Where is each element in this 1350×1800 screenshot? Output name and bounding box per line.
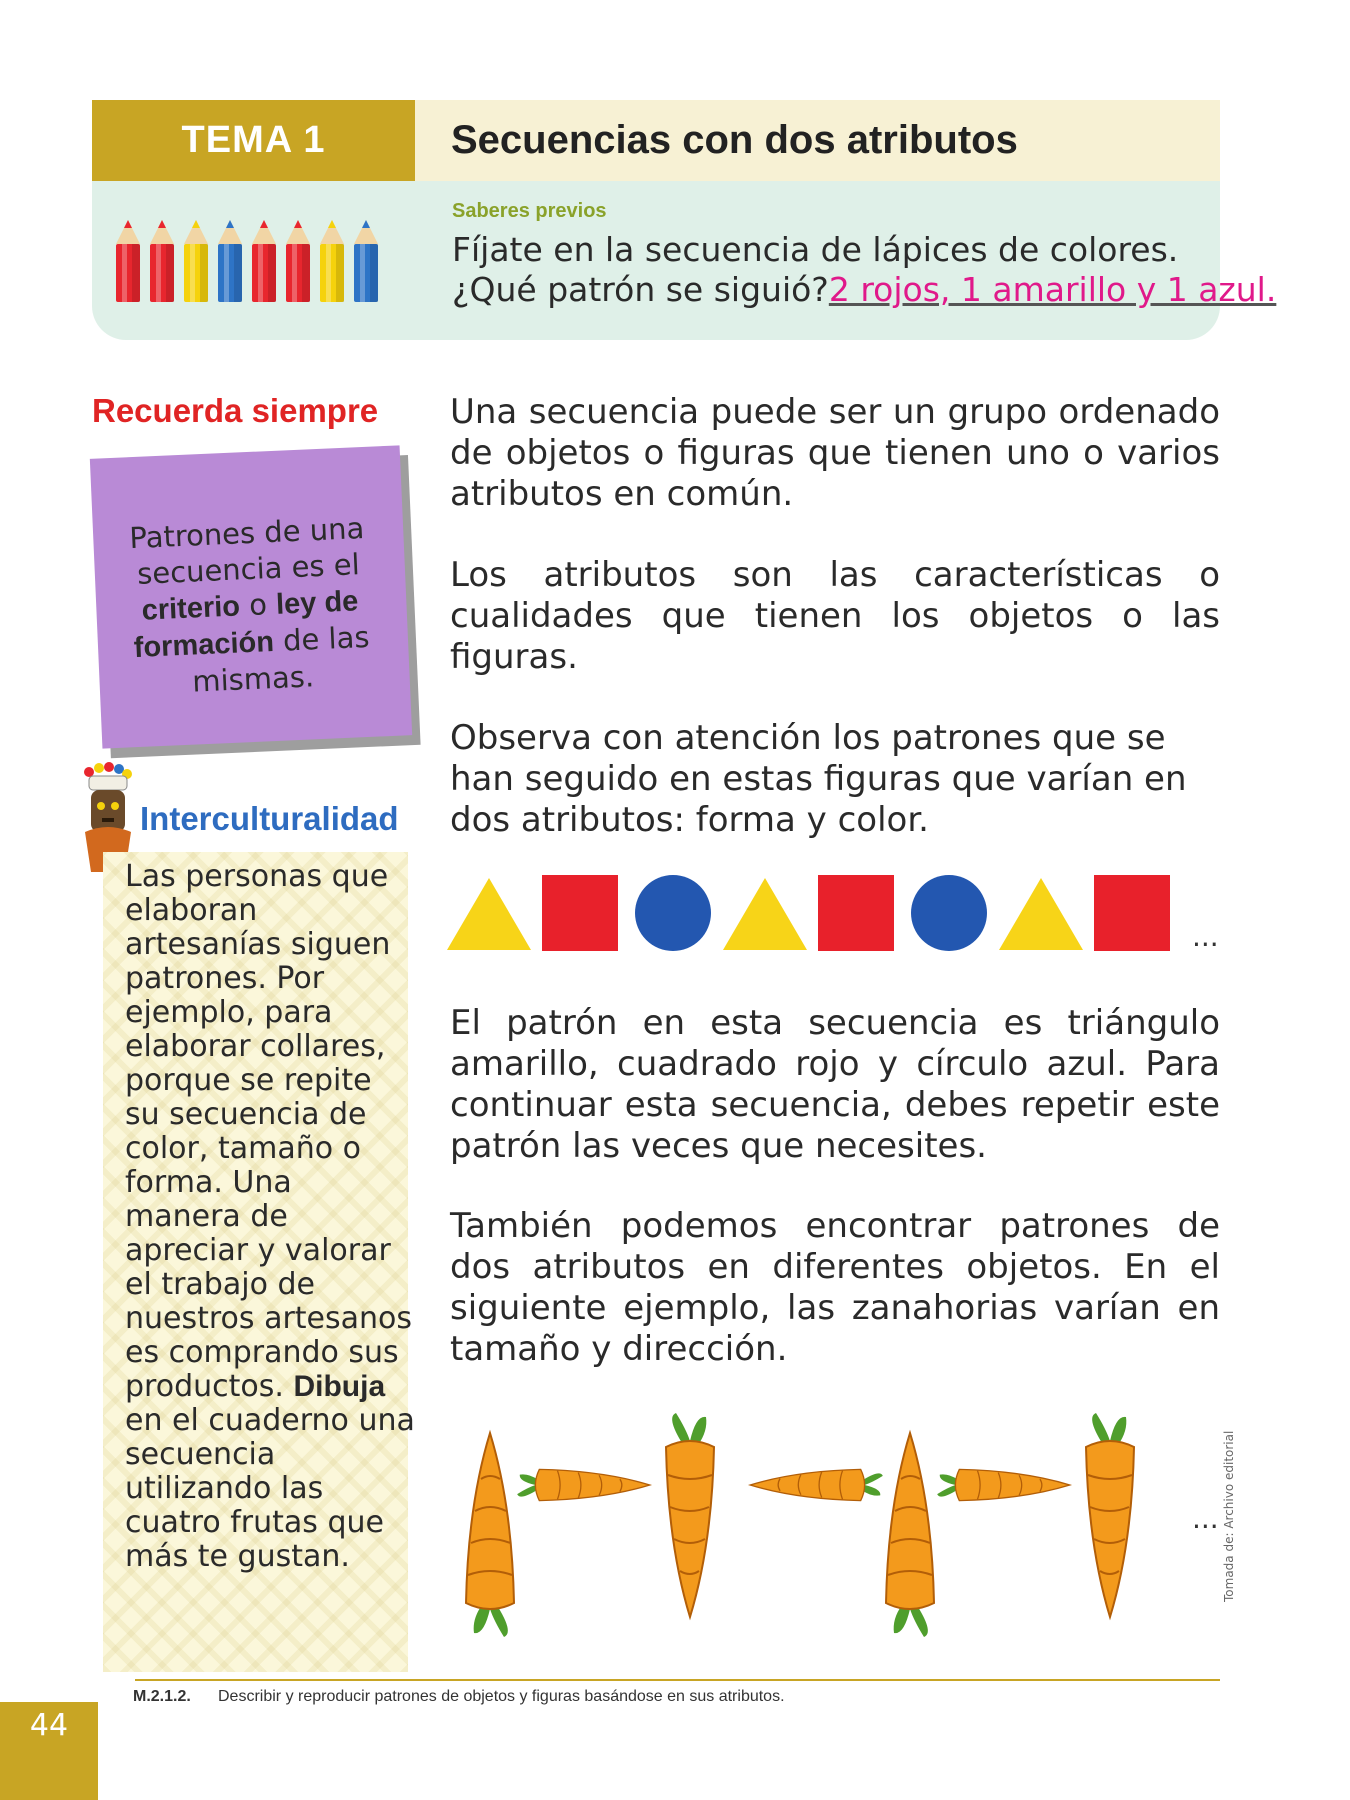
pencil bbox=[252, 220, 276, 302]
sticky-text-part: Patrones de una secuencia es el bbox=[128, 510, 365, 591]
pencil bbox=[286, 220, 310, 302]
interculturality-body: Las personas que elaboran artesanías siguen patrones. Por ejemplo, para elaborar collares, porque se repite su secuencia de color, tamaño o forma. Una manera de apreciar y valorar el trabajo de nuestros artesanos es comprando sus productos. bbox=[125, 859, 413, 1404]
pencil bbox=[354, 220, 378, 302]
sticky-bold-term: criterio bbox=[141, 590, 241, 627]
shape-sequence bbox=[445, 875, 1185, 955]
carrot-up bbox=[666, 1413, 714, 1617]
carrot-up bbox=[1086, 1413, 1134, 1617]
sticky-text-part: o bbox=[248, 587, 268, 623]
topic-label: TEMA 1 bbox=[92, 100, 415, 181]
pencil bbox=[218, 220, 242, 302]
pencil bbox=[150, 220, 174, 302]
prior-knowledge-label: Saberes previos bbox=[452, 200, 607, 222]
skill-code: M.2.1.2. bbox=[133, 1688, 191, 1705]
question-text: ¿Qué patrón se siguió? bbox=[452, 270, 829, 309]
pencil bbox=[116, 220, 140, 302]
interculturality-text bbox=[125, 860, 415, 1574]
carrot-right bbox=[750, 1469, 883, 1500]
circle-shape bbox=[911, 875, 987, 951]
remember-heading: Recuerda siempre bbox=[92, 392, 379, 429]
sequence-continuation: ... bbox=[1192, 920, 1219, 953]
image-credit: Tomada de: Archivo editorial bbox=[1222, 1430, 1236, 1602]
prior-knowledge-question bbox=[452, 270, 1276, 309]
square-shape bbox=[542, 875, 618, 951]
skill-description: Describir y reproducir patrones de objetos y figuras basándose en sus atributos. bbox=[218, 1688, 785, 1705]
carrot-left bbox=[517, 1469, 650, 1500]
pencil bbox=[184, 220, 208, 302]
observe-paragraph: Observa con atención los patrones que se han seguido en estas figuras que varían en dos atributos: forma y color. bbox=[450, 718, 1187, 840]
triangle-shape bbox=[723, 878, 807, 950]
interculturality-instruction: en el cuaderno una secuencia utilizando las cuatro frutas que más te gustan. bbox=[125, 1403, 415, 1574]
page-number: 44 bbox=[29, 1708, 69, 1743]
interculturality-heading: Interculturalidad bbox=[140, 800, 399, 837]
carrot-left bbox=[937, 1469, 1070, 1500]
square-shape bbox=[1094, 875, 1170, 951]
pencil bbox=[320, 220, 344, 302]
sticky-text-part: de las mismas. bbox=[191, 619, 371, 699]
attributes-paragraph: Los atributos son las características o cualidades que tienen los objetos o las figuras. bbox=[450, 555, 1220, 677]
carrot-down bbox=[886, 1433, 934, 1637]
sticky-note-text bbox=[106, 509, 394, 703]
triangle-shape bbox=[999, 878, 1083, 950]
pattern-explanation-paragraph: El patrón en esta secuencia es triángulo amarillo, cuadrado rojo y círculo azul. Para continuar esta secuencia, debes repetir este patrón las veces que necesites. bbox=[450, 1003, 1220, 1166]
footer-divider bbox=[135, 1679, 1220, 1681]
definition-paragraph: Una secuencia puede ser un grupo ordenado de objetos o figuras que tienen uno o varios atributos en común. bbox=[450, 392, 1220, 514]
triangle-shape bbox=[447, 878, 531, 950]
handwritten-answer: 2 rojos, 1 amarillo y 1 azul. bbox=[828, 270, 1277, 309]
circle-shape bbox=[635, 875, 711, 951]
topic-header bbox=[92, 100, 1277, 340]
square-shape bbox=[818, 875, 894, 951]
sticky-bold-term: ley de formación bbox=[133, 585, 359, 665]
colored-pencils-illustration bbox=[114, 218, 384, 304]
page-title: Secuencias con dos atributos bbox=[415, 100, 1220, 181]
objects-paragraph: También podemos encontrar patrones de dos atributos en diferentes objetos. En el siguiente ejemplo, las zanahorias varían en tamaño y dirección. bbox=[450, 1206, 1220, 1369]
interculturality-bold-verb: Dibuja bbox=[293, 1370, 386, 1403]
prior-knowledge-prompt: Fíjate en la secuencia de lápices de colores. bbox=[452, 230, 1179, 269]
carrot-sequence bbox=[450, 1415, 1190, 1645]
carrot-continuation: ... bbox=[1192, 1502, 1219, 1535]
carrot-down bbox=[466, 1433, 514, 1637]
